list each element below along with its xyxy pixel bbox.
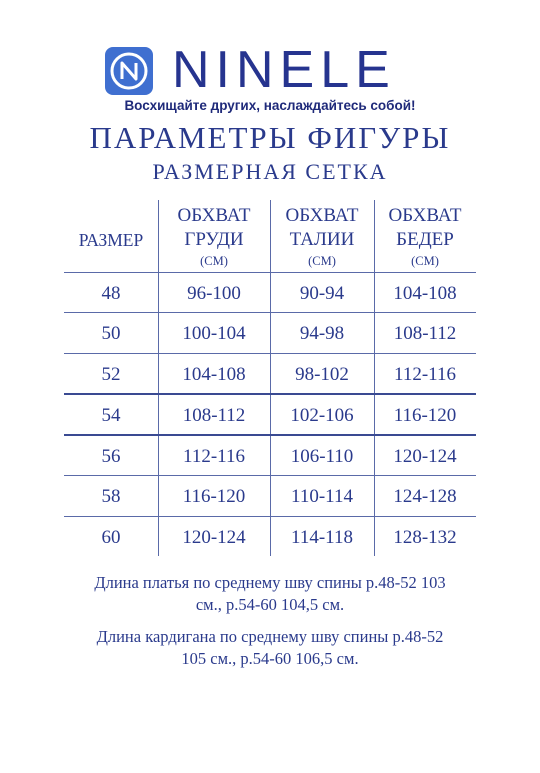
cardigan-length-note <box>0 626 540 670</box>
header-waist-unit: (СМ) <box>308 254 336 268</box>
row-divider <box>64 434 476 436</box>
hips-cell: 112-116 <box>394 364 456 385</box>
ninele-logo-icon <box>104 46 154 96</box>
waist-cell: 102-106 <box>290 405 354 426</box>
hips-cell: 120-124 <box>393 446 457 467</box>
header-bust-line1: ОБХВАТ <box>177 205 251 226</box>
row-divider <box>64 516 476 517</box>
size-cell: 54 <box>101 405 121 426</box>
header-hips <box>374 204 476 268</box>
size-cell: 52 <box>101 364 121 385</box>
dress-length-note <box>0 572 540 616</box>
hips-cell: 128-132 <box>393 527 457 548</box>
row-divider <box>64 312 476 313</box>
size-chart-table <box>64 200 476 556</box>
header-hips-line2: БЕДЕР <box>396 229 454 250</box>
waist-cell: 110-114 <box>291 486 353 507</box>
size-cell: 48 <box>101 283 121 304</box>
row-divider <box>64 272 476 273</box>
brand-tagline: Восхищайте других, наслаждайтесь собой! <box>124 98 416 113</box>
waist-cell: 106-110 <box>290 446 354 467</box>
header-bust-line2: ГРУДИ <box>184 229 244 250</box>
bust-cell: 116-120 <box>182 486 246 507</box>
hips-cell: 116-120 <box>393 405 457 426</box>
waist-cell: 114-118 <box>291 527 353 548</box>
header-bust <box>158 204 270 268</box>
waist-cell: 94-98 <box>299 323 345 344</box>
note-line: Длина кардигана по среднему шву спины р.48-52 <box>96 627 444 646</box>
bust-cell: 100-104 <box>182 323 246 344</box>
waist-cell: 98-102 <box>295 364 349 385</box>
waist-cell: 90-94 <box>299 283 345 304</box>
bust-cell: 108-112 <box>182 405 246 426</box>
bust-cell: 112-116 <box>183 446 245 467</box>
header-waist <box>270 204 374 268</box>
row-divider <box>64 353 476 354</box>
header-waist-line1: ОБХВАТ <box>285 205 359 226</box>
hips-cell: 108-112 <box>393 323 457 344</box>
header-waist-line2: ТАЛИИ <box>289 229 355 250</box>
page-title: ПАРАМЕТРЫ ФИГУРЫ <box>89 120 451 155</box>
bust-cell: 104-108 <box>182 364 246 385</box>
note-line: см., р.54-60 104,5 см. <box>195 595 345 614</box>
brand-logo <box>104 41 444 99</box>
size-cell: 58 <box>101 486 121 507</box>
note-line: Длина платья по среднему шву спины р.48-52 103 <box>94 573 446 592</box>
brand-name: NINELE <box>172 41 396 99</box>
bust-cell: 96-100 <box>187 283 241 304</box>
header-bust-unit: (СМ) <box>200 254 228 268</box>
note-line: 105 см., р.54-60 106,5 см. <box>181 649 359 668</box>
row-divider <box>64 475 476 476</box>
size-cell: 60 <box>101 527 121 548</box>
bust-cell: 120-124 <box>182 527 246 548</box>
hips-cell: 104-108 <box>393 283 457 304</box>
header-hips-line1: ОБХВАТ <box>388 205 462 226</box>
page-subtitle: РАЗМЕРНАЯ СЕТКА <box>152 159 388 184</box>
hips-cell: 124-128 <box>393 486 457 507</box>
size-cell: 50 <box>101 323 121 344</box>
header-hips-unit: (СМ) <box>411 254 439 268</box>
size-cell: 56 <box>101 446 121 467</box>
row-divider <box>64 393 476 395</box>
header-size: РАЗМЕР <box>78 230 144 250</box>
